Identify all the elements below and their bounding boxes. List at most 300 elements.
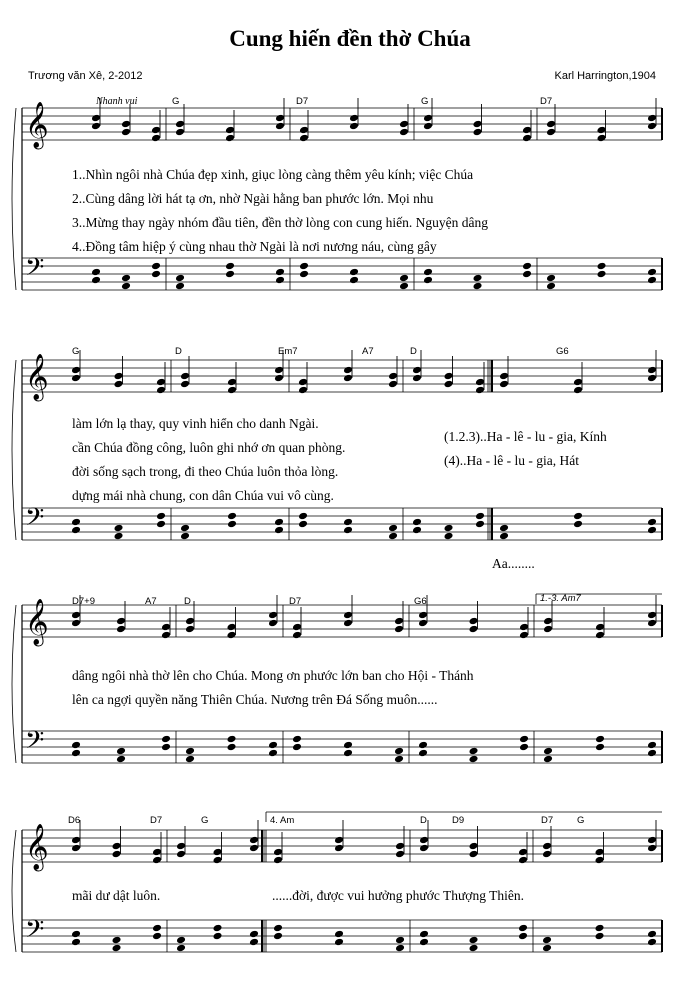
lyric-line: lên ca ngợi quyền năng Thiên Chúa. Nương trên Đá Sống muôn...... [72,692,438,707]
note-head [499,532,509,541]
lyric-line: đời sống sạch trong, đi theo Chúa luôn thỏa lòng. [72,464,339,479]
lyric-line: ......đời, được vui hưởng phước Thượng Thiên. [272,888,524,903]
chord-symbol: D7 [541,815,554,826]
note-head [647,526,657,535]
note-head [225,126,235,135]
note-head [573,520,583,529]
note-head [213,848,223,857]
note-head [227,386,237,395]
lyric-line: dâng ngôi nhà thờ lên cho Chúa. Mong ơn phước lớn ban cho Hội - Thánh [72,668,474,683]
note-head [151,126,161,135]
note-head [647,276,657,285]
note-head [597,134,607,143]
note-head [444,380,454,389]
note-head [71,518,81,527]
note-head [647,930,657,939]
note-head [91,122,101,131]
chord-symbol: G [172,96,180,107]
note-head [542,850,552,859]
note-head [423,114,433,123]
note-head [647,114,657,123]
note-head [274,518,284,527]
note-head [647,374,657,383]
note-head [71,741,81,750]
note-head [395,842,405,851]
ending-bracket-label: 1.-3. Am7 [540,593,581,604]
note-head [116,625,126,634]
note-head [299,126,309,135]
bass-clef-icon: 𝄢 [25,503,45,538]
note-head [112,850,122,859]
note-head [175,282,185,291]
note-head [597,270,607,279]
chord-symbol: D7 [150,815,163,826]
note-head [91,114,101,123]
chord-symbol: D [184,596,191,607]
note-head [151,270,161,279]
note-head [176,842,186,851]
note-head [114,372,124,381]
note-head [268,741,278,750]
system-brace [12,108,16,290]
note-head [595,623,605,632]
note-head [343,749,353,758]
note-head [121,128,131,137]
lyric-line: 2..Cùng dâng lời hát tạ ơn, nhờ Ngài hằng ban phước lớn. Mọi nhu [72,191,434,206]
note-head [647,518,657,527]
note-head [475,386,485,395]
note-head [225,262,235,271]
note-head [469,747,479,756]
note-head [298,378,308,387]
note-head [275,276,285,285]
note-head [273,848,283,857]
note-head [499,380,509,389]
note-head [275,122,285,131]
note-head [175,274,185,283]
note-head [469,617,479,626]
note-head [185,747,195,756]
note-head [112,842,122,851]
note-head [161,735,171,744]
refrain-lyrics [444,425,607,473]
chord-symbol: D [175,346,182,357]
note-head [394,747,404,756]
note-head [116,747,126,756]
lyric-line: mãi dư dật luôn. [72,888,161,903]
note-head [522,126,532,135]
note-head [595,932,605,941]
note-head [399,120,409,129]
chord-symbol: D7 [296,96,309,107]
note-head [395,936,405,945]
note-head [334,930,344,939]
note-head [151,262,161,271]
note-head [180,380,190,389]
note-head [213,856,223,865]
chord-symbol: G [201,815,209,826]
system-brace [12,830,16,952]
lyric-line: làm lớn lạ thay, quy vinh hiển cho danh Ngài. [72,416,319,431]
tempo-marking: Nhanh vui [96,96,138,107]
note-head [249,930,259,939]
note-head [444,372,454,381]
chord-symbol: D [410,346,417,357]
note-head [419,836,429,845]
note-head [227,735,237,744]
note-head [399,274,409,283]
note-head [343,374,353,383]
note-head [152,932,162,941]
note-head [175,128,185,137]
note-head [343,611,353,620]
note-head [473,120,483,129]
note-head [522,270,532,279]
note-head [419,930,429,939]
note-head [522,262,532,271]
note-head [423,122,433,131]
note-head [388,532,398,541]
note-head [595,735,605,744]
note-head [469,944,479,953]
note-head [388,524,398,533]
note-head [343,518,353,527]
note-head [292,743,302,752]
note-head [475,520,485,529]
note-head [71,844,81,853]
chord-symbol: A7 [362,346,374,357]
verse-lyrics [72,163,488,259]
note-head [418,741,428,750]
song-title: Cung hiến đền thờ Chúa [229,26,471,51]
lyric-line: (1.2.3)..Ha - lê - lu - gia, Kính [444,429,607,444]
note-head [180,532,190,541]
note-head [473,128,483,137]
note-head [227,623,237,632]
note-head [475,512,485,521]
note-head [227,631,237,640]
note-head [469,842,479,851]
note-head [299,134,309,143]
note-head [292,631,302,640]
note-head [519,623,529,632]
note-head [595,743,605,752]
chord-symbol: A7 [145,596,157,607]
note-head [71,611,81,620]
chord-symbol: D9 [452,815,465,826]
note-head [227,512,237,521]
note-head [423,276,433,285]
note-head [161,743,171,752]
note-head [595,924,605,933]
note-head [543,747,553,756]
verse-lyrics [272,884,524,908]
note-head [543,625,553,634]
note-head [185,755,195,764]
note-head [395,944,405,953]
note-head [114,380,124,389]
note-head [412,526,422,535]
note-head [298,520,308,529]
note-head [91,276,101,285]
note-head [292,623,302,632]
note-head [176,944,186,953]
note-head [114,524,124,533]
note-head [647,836,657,845]
note-head [343,526,353,535]
note-head [418,619,428,628]
humming-lyric: Aa........ [492,556,535,571]
note-head [412,518,422,527]
note-head [71,526,81,535]
note-head [151,134,161,143]
note-head [121,274,131,283]
note-head [542,842,552,851]
note-head [274,366,284,375]
system-brace [12,360,16,540]
note-head [469,755,479,764]
treble-clef-icon: 𝄞 [25,102,49,148]
note-head [546,274,556,283]
note-head [274,374,284,383]
note-head [273,932,283,941]
note-head [161,623,171,632]
note-head [597,126,607,135]
chord-symbol: G [577,815,585,826]
note-head [518,848,528,857]
note-head [343,619,353,628]
note-head [156,520,166,529]
note-head [499,524,509,533]
note-head [399,128,409,137]
note-head [71,938,81,947]
note-head [546,128,556,137]
note-head [227,520,237,529]
note-head [180,524,190,533]
note-head [519,743,529,752]
note-head [156,386,166,395]
note-head [275,114,285,123]
note-head [268,611,278,620]
note-head [647,741,657,750]
note-head [573,512,583,521]
ending-bracket-label: 4. Am [270,815,295,826]
note-head [175,120,185,129]
note-head [225,270,235,279]
note-head [418,749,428,758]
chord-symbol: G6 [414,596,427,607]
bass-clef-icon: 𝄢 [25,253,45,288]
note-head [522,134,532,143]
note-head [268,619,278,628]
note-head [542,936,552,945]
note-head [647,366,657,375]
note-head [647,749,657,758]
note-head [573,386,583,395]
note-head [156,378,166,387]
note-head [176,850,186,859]
note-head [275,268,285,277]
note-head [227,743,237,752]
note-head [519,735,529,744]
note-head [213,924,223,933]
note-head [394,625,404,634]
note-head [419,938,429,947]
note-head [542,944,552,953]
note-head [647,122,657,131]
note-head [71,749,81,758]
lyricist-credit: Trương văn Xê, 2-2012 [28,70,143,82]
chord-symbol: D7+9 [72,596,95,607]
note-head [573,378,583,387]
note-head [299,270,309,279]
lyric-line: dựng mái nhà chung, con dân Chúa vui vô cùng. [72,488,334,503]
note-head [499,372,509,381]
note-head [176,936,186,945]
note-head [647,938,657,947]
note-head [412,366,422,375]
chord-symbol: G6 [556,346,569,357]
note-head [71,836,81,845]
note-head [114,532,124,541]
bass-clef-icon: 𝄢 [25,915,45,950]
bass-clef-icon: 𝄢 [25,726,45,761]
verse-lyrics [72,664,474,712]
note-head [399,282,409,291]
note-head [595,631,605,640]
note-head [546,120,556,129]
note-head [595,848,605,857]
treble-clef-icon: 𝄞 [25,824,49,870]
note-head [647,844,657,853]
composer-credit: Karl Harrington,1904 [554,70,656,82]
note-head [423,268,433,277]
lyric-line: 4..Đồng tâm hiệp ý cùng nhau thờ Ngài là nơi nương náu, cùng gây [72,239,437,254]
treble-clef-icon: 𝄞 [25,599,49,645]
note-head [116,617,126,626]
note-head [394,755,404,764]
lyric-line: 1..Nhìn ngôi nhà Chúa đẹp xinh, giục lòng càng thêm yêu kính; việc Chúa [72,167,474,182]
note-head [518,924,528,933]
note-head [444,532,454,541]
note-head [299,262,309,271]
note-head [71,619,81,628]
note-head [349,114,359,123]
note-head [71,930,81,939]
note-head [469,850,479,859]
note-head [349,268,359,277]
note-head [334,844,344,853]
note-head [647,611,657,620]
note-head [273,924,283,933]
note-head [349,122,359,131]
lyric-line: (4)..Ha - lê - lu - gia, Hát [444,453,579,468]
note-head [91,268,101,277]
note-head [249,938,259,947]
note-head [343,366,353,375]
note-head [152,848,162,857]
note-head [388,372,398,381]
note-head [343,741,353,750]
note-head [412,374,422,383]
note-head [647,268,657,277]
note-head [152,856,162,865]
note-head [225,134,235,143]
note-head [518,932,528,941]
note-head [395,850,405,859]
note-head [473,274,483,283]
chord-symbol: D [420,815,427,826]
note-head [475,378,485,387]
chord-symbol: D6 [68,815,81,826]
note-head [334,938,344,947]
chord-symbol: Em7 [278,346,298,357]
note-head [112,944,122,953]
note-head [185,625,195,634]
system-brace [12,605,16,763]
note-head [418,611,428,620]
note-head [444,524,454,533]
note-head [298,386,308,395]
chord-symbol: D7 [540,96,553,107]
note-head [156,512,166,521]
note-head [292,735,302,744]
note-head [116,755,126,764]
note-head [349,276,359,285]
verse-lyrics [72,412,345,508]
note-head [519,631,529,640]
note-head [249,836,259,845]
note-head [543,755,553,764]
note-head [394,617,404,626]
note-head [249,844,259,853]
chord-symbol: D7 [289,596,302,607]
note-head [388,380,398,389]
note-head [180,372,190,381]
note-head [298,512,308,521]
note-head [334,836,344,845]
note-head [71,374,81,383]
note-head [227,378,237,387]
note-head [152,924,162,933]
note-head [273,856,283,865]
note-head [546,282,556,291]
note-head [543,617,553,626]
note-head [518,856,528,865]
note-head [595,856,605,865]
note-head [71,366,81,375]
chord-symbol: G [421,96,429,107]
note-head [112,936,122,945]
note-head [121,282,131,291]
note-head [469,936,479,945]
note-head [647,619,657,628]
note-head [419,844,429,853]
note-head [185,617,195,626]
note-head [597,262,607,271]
note-head [473,282,483,291]
verse-lyrics [72,884,160,908]
lyric-line: 3..Mừng thay ngày nhóm đầu tiên, đền thờ lòng con cung hiến. Nguyện dâng [72,215,489,230]
note-head [469,625,479,634]
lyric-line: cần Chúa đồng công, luôn ghi nhớ ơn quan phòng. [72,440,346,455]
treble-clef-icon: 𝄞 [25,354,49,400]
note-head [121,120,131,129]
note-head [161,631,171,640]
note-head [274,526,284,535]
note-head [268,749,278,758]
chord-symbol: G [72,346,80,357]
